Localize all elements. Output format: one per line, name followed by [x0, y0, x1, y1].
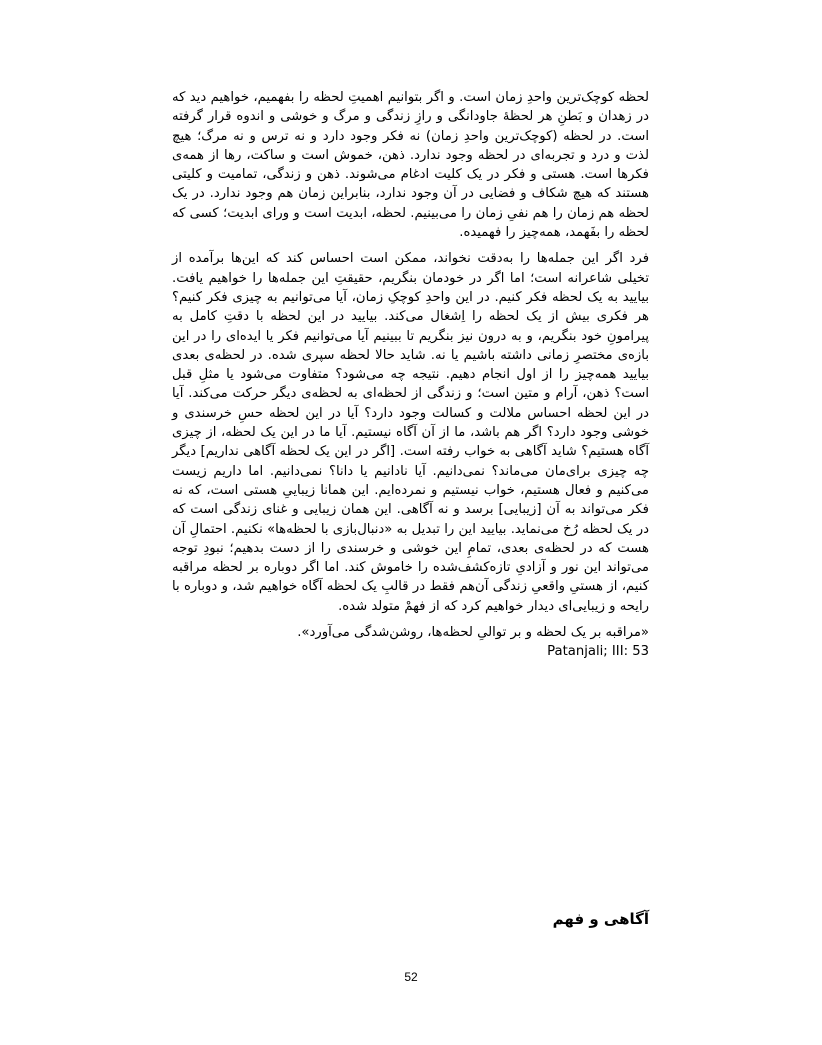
body-text	[172, 88, 649, 661]
page-number: 52	[404, 970, 418, 984]
paragraph-2: فرد اگر این جمله‌ها را به‌دقت نخواند، ممکن است احساس کند که این‌ها برآمده از تخیلی شاعرانه است؛ اما اگر در خودمان بنگریم، حقیقتِ این جمله‌ها را خواهیم یافت. بیایید به یک لحظه فکر کنیم. در این واحدِ کوچکِ زمان، آیا می‌توانیم به چیزی فکر کنیم؟ هر فکری بیش از یک لحظه را اِشغال می‌کند. بیایید در این لحظه با دقتِ کامل به پیرامونِ خود بنگریم، و به درون نیز بنگریم تا ببینیم آیا می‌توانیم فکر یا ایده‌ای را در این بازه‌ی مختصرِ زمانی داشته باشیم یا نه. شاید حالا لحظه سپری شده. در لحظه‌ی بعدی بیایید همه‌چیز را از اول انجام دهیم. نتیجه چه می‌شود؟ متفاوت می‌شود یا مثلِ قبل است؟ ذهن، آرام و متین است؛ و زندگی از لحظه‌ای به لحظه‌ی دیگر حرکت می‌کند. آیا در این لحظه احساس ملالت و کسالت وجود دارد؟ آیا در این لحظه حسِ خرسندی و خوشی وجود دارد؟ اگر هم باشد، ما از آن آگاه نیستیم. آیا ما در این یک لحظه، از چیزی آگاه هستیم؟ شاید آگاهی به خواب رفته است. [اگر در این یک لحظه آگاهی نداریم] دیگر چه چیزی برای‌مان می‌ماند؟ نمی‌دانیم. آیا نادانیم یا دانا؟ نمی‌دانیم. اما داریم زیست می‌کنیم و فعال هستیم، خواب نیستیم و نمرده‌ایم. این همانا زیباییِ هستی است، که نه فکر می‌تواند به آن [زیبایی] برسد و نه آگاهی. این همان زیبایی و غنای زندگی است که در یک لحظه رُخ می‌نماید. بیایید این را تبدیل به «دنبال‌بازی با لحظه‌ها» نکنیم. احتمالِ آن هست که در لحظه‌ی بعدی، تمامِ این خوشی و خرسندی را از دست بدهیم؛ نبودِ توجه می‌تواند این نور و آزادیِ تازه‌کشف‌شده را خاموش کند. اما اگر دوباره بر لحظه مراقبه کنیم، از هستیِ واقعیِ زندگی آن‌هم فقط در قالبِ یک لحظه آگاه خواهیم شد، و دوباره با رایحه و زیبایی‌ای دیدار خواهیم کرد که از فهمْ متولد شده.	[172, 251, 649, 614]
quote: «مراقبه بر یک لحظه و بر توالیِ لحظه‌ها، روشن‌شدگی می‌آورد».	[297, 625, 649, 641]
paragraph-1: لحظه کوچک‌ترین واحدِ زمان است. و اگر بتوانیم اهمیتِ لحظه را بفهمیم، خواهیم دید که در زهدان و بَطنِ هر لحظهٔ جاودانگی و رازِ زندگی و مرگ و خوشی و اندوه قرار گرفته است. در لحظه (کوچک‌ترین واحدِ زمان) نه فکر وجود دارد و نه ترس و نه مرگ؛ هیچ لذت و درد و تجربه‌ای در لحظه وجود ندارد. ذهن، خموش است و ساکت، رها از همه‌ی فکرها است. هستی و فکر در یک کلیت ادغام می‌شوند. ذهن و زندگی، تمامیت و کلیتی هستند که هیچ شکاف و فضایی در آن وجود ندارد، بنابراین زمان هم وجود ندارد. در یک لحظه هم زمان را هم نفیِ زمان را می‌بینیم. لحظه، ابدیت است و ورای ابدیت؛ کسی که لحظه را بفَهمد، همه‌چیز را فهمیده.	[172, 90, 649, 241]
citation: Patanjali; III: 53	[547, 644, 649, 660]
section-heading: آگاهی و فهم	[552, 910, 649, 928]
